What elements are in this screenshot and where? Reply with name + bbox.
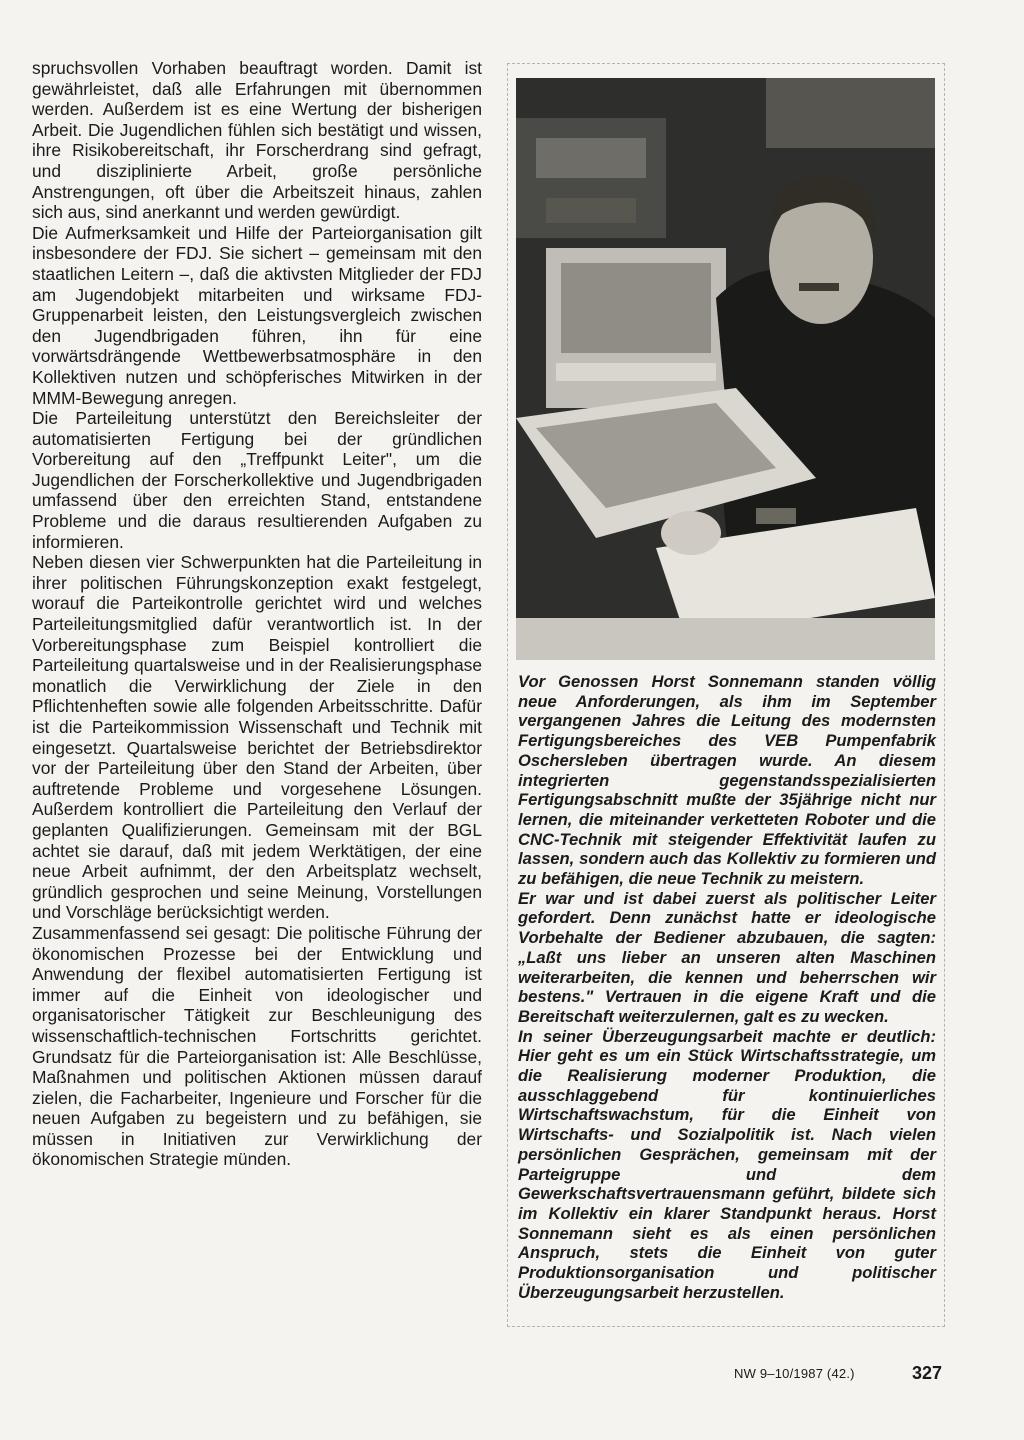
caption-paragraph-1: Vor Genossen Horst Sonnemann standen völlig neue Anforderungen, als ihm im September vergangenen Jahres die Leitung des modernsten Fertigungsbereiches des VEB Pumpenfabrik Oschersleben übertragen wurde. An diesem integrierten gegenstandsspezialisierten Fertigungsabschnitt mußte der 35jährige nicht nur lernen, die miteinander verketteten Roboter und die CNC-Technik mit steigender Effektivität laufen zu lassen, sondern auch das Kollektiv zu formieren und zu befähigen, die neue Technik zu meistern.	[518, 672, 936, 889]
body-paragraph-2: Die Aufmerksamkeit und Hilfe der Parteiorganisation gilt insbesondere der FDJ. Sie sichert – gemeinsam mit den staatlichen Leitern –, daß die aktivsten Mitglieder der FDJ am Jugendobjekt mitarbeiten und wirksame FDJ-Gruppenarbeit leisten, den Leistungsvergleich zwischen den Jugendbrigaden führen, ihn für eine vorwärtsdrängende Wettbewerbsatmosphäre in den Kollektiven nutzen und schöpferisches Mitwirken in der MMM-Bewegung anregen.	[32, 222, 482, 408]
caption-paragraph-3: In seiner Überzeugungsarbeit machte er deutlich: Hier geht es um ein Stück Wirtschaftsstrategie, um die Realisierung moderner Produktion, die ausschlaggebend für kontinuierliches Wirtschaftswachstum, für die Einheit von Wirtschafts- und Sozialpolitik ist. Nach vielen persönlichen Gesprächen, gemeinsam mit der Parteigruppe und dem Gewerkschaftsvertrauensmann geführt, bildete sich im Kollektiv ein klarer Standpunkt heraus. Horst Sonnemann sieht es als einen persönlichen Anspruch, stets die Einheit von guter Produktionsorganisation und politischer Überzeugungsarbeit herzustellen.	[518, 1026, 936, 1302]
page-footer	[734, 1363, 954, 1389]
caption-paragraph-2: Er war und ist dabei zuerst als politischer Leiter gefordert. Denn zunächst hatte er ideologische Vorbehalte der Bediener abzubauen, die sagten: „Laßt uns lieber an unseren alten Maschinen weiterarbeiten, die kennen und beherrschen wir bestens." Vertrauen in die eigene Kraft und die Bereitschaft weiterzulernen, galt es zu wecken.	[518, 888, 936, 1026]
body-paragraph-5: Zusammenfassend sei gesagt: Die politische Führung der ökonomischen Prozesse bei der Entwicklung und Anwendung der flexibel automatisierten Fertigung ist immer auf die Einheit von ideologischer und organisatorischer Tätigkeit zur Beschleunigung des wissenschaftlich-technischen Fortschritts gerichtet. Grundsatz für die Parteiorganisation ist: Alle Beschlüsse, Maßnahmen und politischen Aktionen müssen darauf zielen, die Facharbeiter, Ingenieure und Forscher für die neuen Aufgaben zu begeistern und zu befähigen, sie müssen in Initiativen zur Verwirklichung der ökonomischen Strategie münden.	[32, 922, 482, 1170]
issue-reference: NW 9–10/1987 (42.)	[734, 1366, 855, 1381]
photo-caption	[518, 672, 936, 1303]
portrait-photo	[516, 78, 935, 660]
article-body-column	[32, 58, 482, 1170]
body-paragraph-4: Neben diesen vier Schwerpunkten hat die Parteileitung in ihrer politischen Führungskonzeption exakt festgelegt, worauf die Parteikontrolle gerichtet wird und welches Parteileitungsmitglied dafür verantwortlich ist. In der Vorbereitungsphase zum Beispiel kontrolliert die Parteileitung quartalsweise und in der Realisierungsphase monatlich die Verwirklichung der Ziele in den Pflichtenheften sowie alle folgenden Arbeitsschritte. Dafür ist die Parteikommission Wissenschaft und Technik mit eingesetzt. Quartalsweise berichtet der Betriebsdirektor vor der Parteileitung über den Stand der Arbeiten, über auftretende Probleme und vorgesehene Lösungen. Außerdem kontrolliert die Parteileitung den Verlauf der geplanten Qualifizierungen. Gemeinsam mit der BGL achtet sie darauf, daß mit jedem Werktätigen, der eine neue Arbeit aufnimmt, der den Arbeitsplatz wechselt, gründlich gesprochen und seine Meinung, Vorstellungen und Vorschläge berücksichtigt werden.	[32, 552, 482, 923]
portrait-photo-illustration	[516, 78, 935, 660]
body-paragraph-3: Die Parteileitung unterstützt den Bereichsleiter der automatisierten Fertigung bei der gründlichen Vorbereitung auf den „Treffpunkt Leiter", um die Jugendlichen der Forscherkollektive und Jugendbrigaden umfassend über den erreichten Stand, entstandene Probleme und die daraus resultierenden Aufgaben zu informieren.	[32, 408, 482, 552]
body-paragraph-1: spruchsvollen Vorhaben beauftragt worden. Damit ist gewährleistet, daß alle Erfahrungen mit übernommen werden. Außerdem ist es eine Wertung der bisherigen Arbeit. Die Jugendlichen fühlen sich bestätigt und wissen, ihre Risikobereitschaft, ihr Forscherdrang sind gefragt, und disziplinierte Arbeit, große persönliche Anstrengungen, oft über die Arbeitszeit hinaus, zahlen sich aus, sind anerkannt und werden gewürdigt.	[32, 58, 482, 223]
page-number: 327	[912, 1363, 943, 1383]
